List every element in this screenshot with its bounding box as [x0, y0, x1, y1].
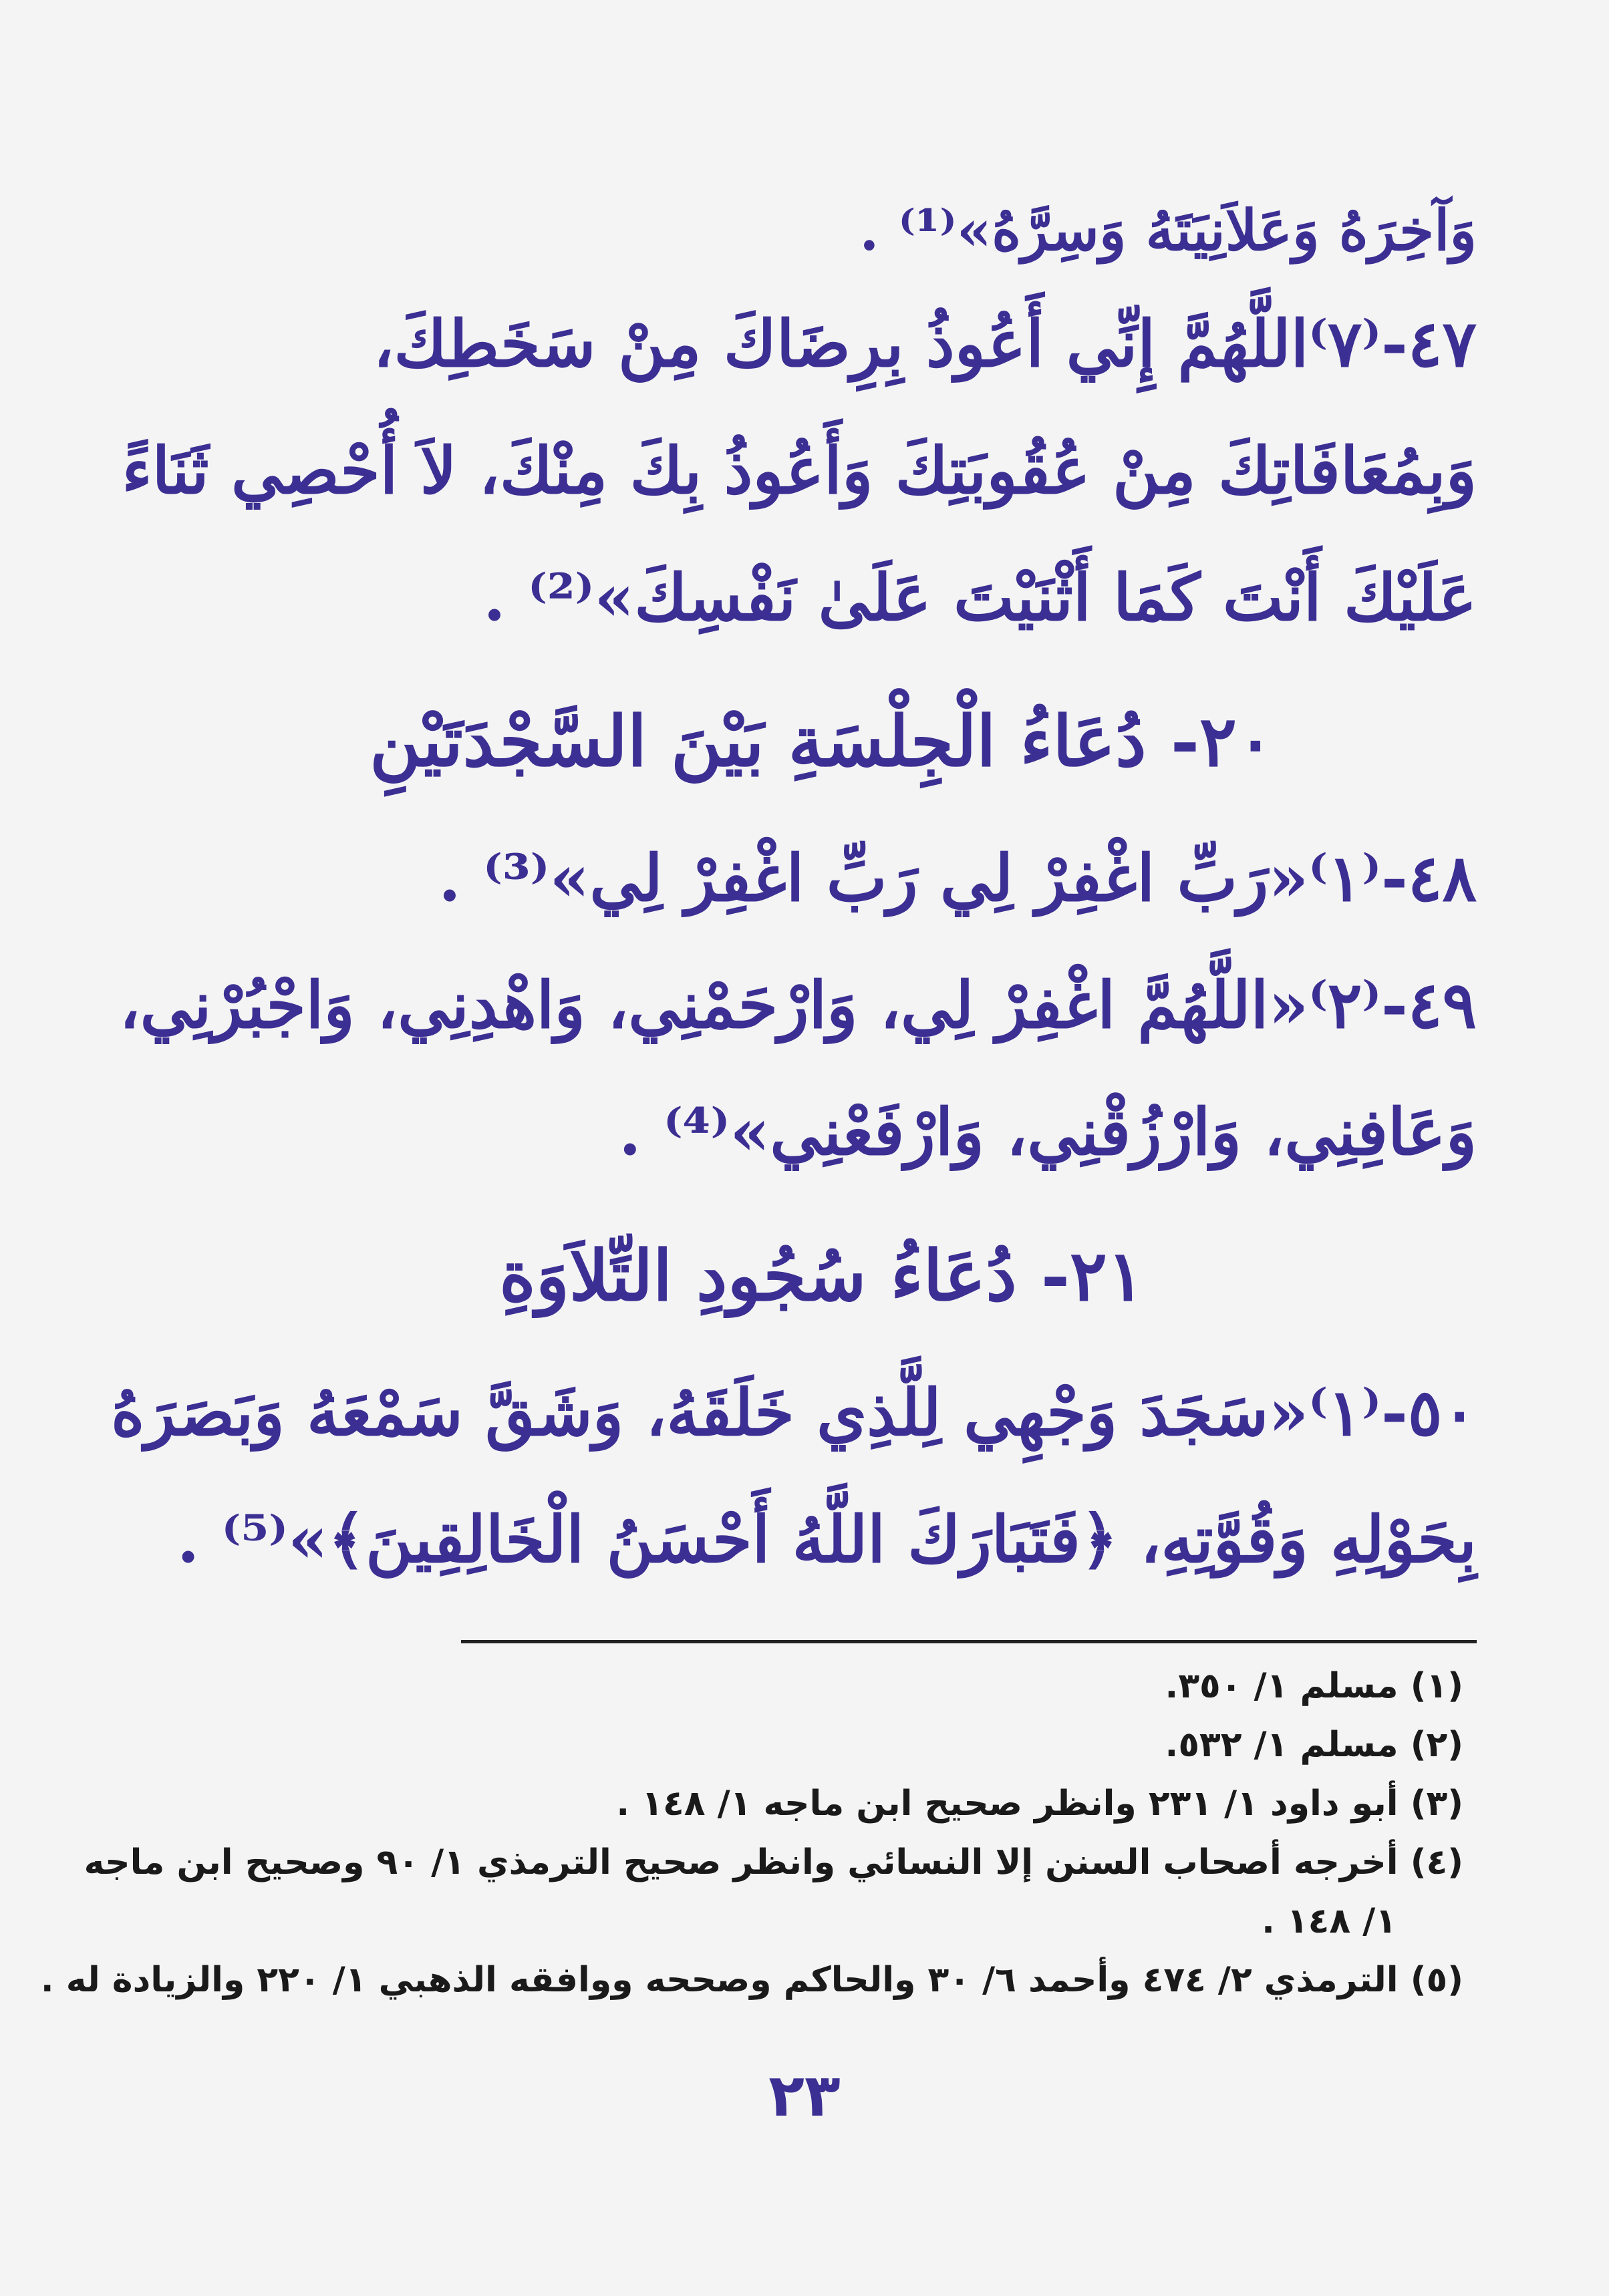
footnote-5: (٥) الترمذي ٢/ ٤٧٤ وأحمد ٦/ ٣٠ والحاكم وصححه ووافقه الذهبي ١/ ٢٢٠ والزيادة له .: [40, 1960, 1463, 2000]
footnote-4: (٤) أخرجه أصحاب السنن إلا النسائي وانظر صحيح الترمذي ١/ ٩٠ وصحيح ابن ماجه: [84, 1842, 1463, 1882]
text-line-8: ٥٠-⁽١⁾«سَجَدَ وَجْهِي لِلَّذِي خَلَقَهُ، وَشَقَّ سَمْعَهُ وَبَصَرَهُ: [111, 1375, 1477, 1450]
footnotes: [40, 1657, 1463, 2009]
text-line-5: ٤٨-⁽١⁾«رَبِّ اغْفِرْ لِي رَبِّ اغْفِرْ لِي»⁽³⁾ .: [438, 840, 1477, 916]
footnote-1: (١) مسلم ١/ ٣٥٠.: [1165, 1666, 1463, 1706]
text-line-3: وَبِمُعَافَاتِكَ مِنْ عُقُوبَتِكَ وَأَعُوذُ بِكَ مِنْكَ، لاَ أُحْصِي ثَنَاءً: [122, 433, 1477, 508]
page-number: ٢٣: [768, 2061, 841, 2130]
text-line-2: ٤٧-⁽٧⁾اللَّهُمَّ إِنِّي أَعُوذُ بِرِضَاكَ مِنْ سَخَطِكَ،: [373, 306, 1477, 381]
text-line-4: عَلَيْكَ أَنْتَ كَمَا أَثْنَيْتَ عَلَىٰ نَفْسِكَ»⁽²⁾ .: [483, 560, 1477, 635]
footnote-4-continuation: ١/ ١٤٨ .: [1262, 1901, 1397, 1941]
section-heading-20: ٢٠- دُعَاءُ الْجِلْسَةِ بَيْنَ السَّجْدَتَيْنِ: [370, 700, 1274, 782]
main-text: [111, 180, 1477, 1603]
text-line-7: وَعَافِنِي، وَارْزُقْنِي، وَارْفَعْنِي»⁽⁴⁾ .: [619, 1094, 1477, 1170]
text-line-6: ٤٩-⁽٢⁾«اللَّهُمَّ اغْفِرْ لِي، وَارْحَمْنِي، وَاهْدِنِي، وَاجْبُرْنِي،: [119, 967, 1477, 1043]
text-line-9: بِحَوْلِهِ وَقُوَّتِهِ، ﴿فَتَبَارَكَ اللَّهُ أَحْسَنُ الْخَالِقِينَ﴾»⁽⁵⁾ .: [176, 1502, 1477, 1577]
text-line-1: وَآخِرَهُ وَعَلاَنِيَتَهُ وَسِرَّهُ»⁽¹⁾ .: [859, 197, 1477, 263]
footnote-divider: [461, 1640, 1477, 1643]
footnote-2: (٢) مسلم ١/ ٥٣٢.: [1165, 1725, 1463, 1765]
footnote-3: (٣) أبو داود ١/ ٢٣١ وانظر صحيح ابن ماجه ١/ ١٤٨ .: [616, 1784, 1463, 1824]
section-heading-21: ٢١- دُعَاءُ سُجُودِ التِّلاَوَةِ: [499, 1235, 1145, 1317]
